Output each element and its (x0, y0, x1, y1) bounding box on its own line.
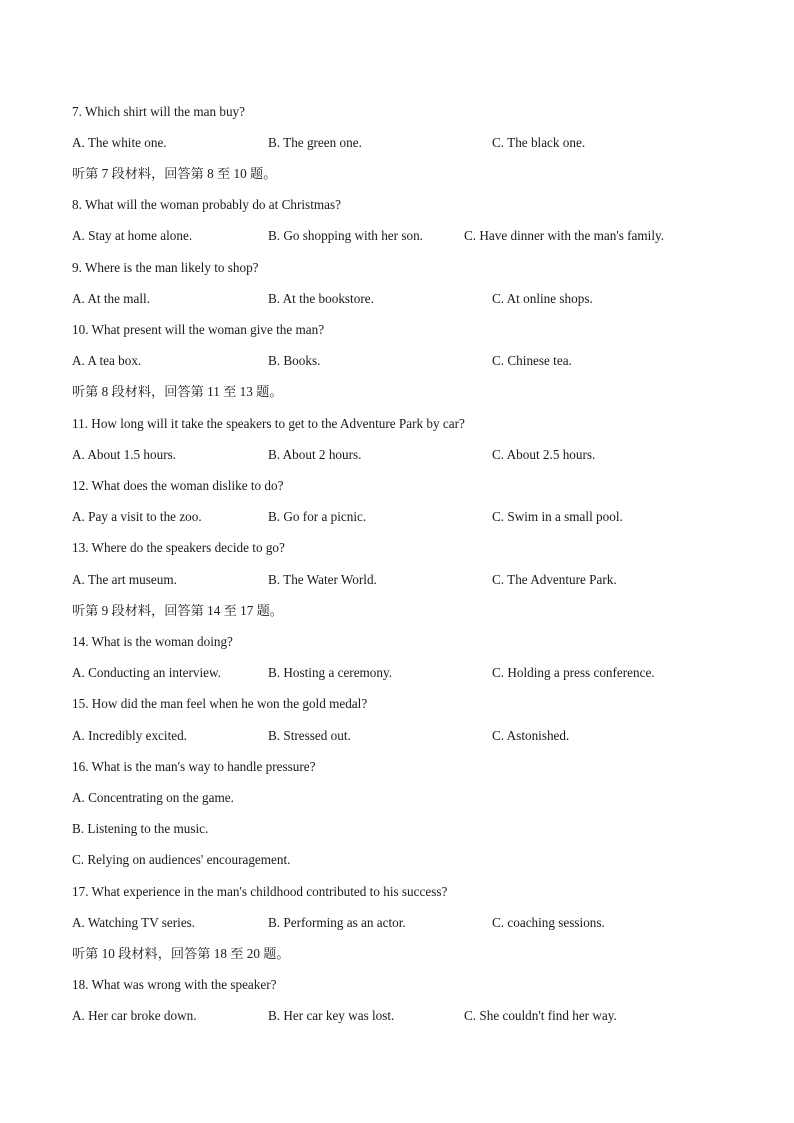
option-b: B. Stressed out. (268, 728, 351, 743)
option-c: C. coaching sessions. (492, 915, 605, 930)
question-17: 17. What experience in the man's childhood contributed to his success? (72, 884, 448, 899)
option-b: B. Go shopping with her son. (268, 228, 423, 243)
option-b: B. The Water World. (268, 572, 377, 587)
option-a: A. About 1.5 hours. (72, 447, 177, 462)
question-9: 9. Where is the man likely to shop? (72, 260, 259, 275)
option-a: A. Conducting an interview. (72, 665, 221, 680)
option-c: C. At online shops. (492, 291, 593, 306)
question-16-option-a: A. Concentrating on the game. (72, 790, 234, 805)
option-c: C. The black one. (492, 135, 586, 150)
option-b: B. Hosting a ceremony. (268, 665, 393, 680)
question-14: 14. What is the woman doing? (72, 634, 233, 649)
question-12: 12. What does the woman dislike to do? (72, 478, 284, 493)
option-a: A. At the mall. (72, 291, 151, 306)
question-15: 15. How did the man feel when he won the gold medal? (72, 696, 368, 711)
option-a: A. The white one. (72, 135, 167, 150)
option-c: C. She couldn't find her way. (464, 1008, 617, 1023)
option-c: C. The Adventure Park. (492, 572, 617, 587)
option-b: B. About 2 hours. (268, 447, 362, 462)
option-c: C. Swim in a small pool. (492, 509, 623, 524)
question-13: 13. Where do the speakers decide to go? (72, 540, 285, 555)
option-a: A. Her car broke down. (72, 1008, 197, 1023)
question-10: 10. What present will the woman give the man? (72, 322, 325, 337)
option-a: A. The art museum. (72, 572, 177, 587)
option-c: C. Have dinner with the man's family. (464, 228, 665, 243)
option-b: B. Go for a picnic. (268, 509, 367, 524)
question-16: 16. What is the man's way to handle pressure? (72, 759, 316, 774)
option-c: C. Chinese tea. (492, 353, 572, 368)
section-heading-9: 听第 9 段材料，回答第 14 至 17 题。 (72, 603, 283, 618)
option-b: B. Her car key was lost. (268, 1008, 395, 1023)
question-8: 8. What will the woman probably do at Christmas? (72, 197, 341, 212)
option-b: B. Books. (268, 353, 321, 368)
option-a: A. Watching TV series. (72, 915, 196, 930)
option-c: C. About 2.5 hours. (492, 447, 596, 462)
question-18: 18. What was wrong with the speaker? (72, 977, 277, 992)
option-b: B. Performing as an actor. (268, 915, 406, 930)
option-a: A. A tea box. (72, 353, 142, 368)
option-a: A. Pay a visit to the zoo. (72, 509, 202, 524)
option-a: A. Stay at home alone. (72, 228, 193, 243)
question-7: 7. Which shirt will the man buy? (72, 104, 245, 119)
section-heading-8: 听第 8 段材料，回答第 11 至 13 题。 (72, 384, 283, 399)
option-c: C. Holding a press conference. (492, 665, 655, 680)
option-b: B. At the bookstore. (268, 291, 374, 306)
question-16-option-b: B. Listening to the music. (72, 821, 209, 836)
option-a: A. Incredibly excited. (72, 728, 187, 743)
section-heading-10: 听第 10 段材料，回答第 18 至 20 题。 (72, 946, 290, 961)
question-11: 11. How long will it take the speakers to get to the Adventure Park by car? (72, 416, 465, 431)
option-c: C. Astonished. (492, 728, 570, 743)
option-b: B. The green one. (268, 135, 362, 150)
question-16-option-c: C. Relying on audiences' encouragement. (72, 852, 291, 867)
section-heading-7: 听第 7 段材料，回答第 8 至 10 题。 (72, 166, 277, 181)
